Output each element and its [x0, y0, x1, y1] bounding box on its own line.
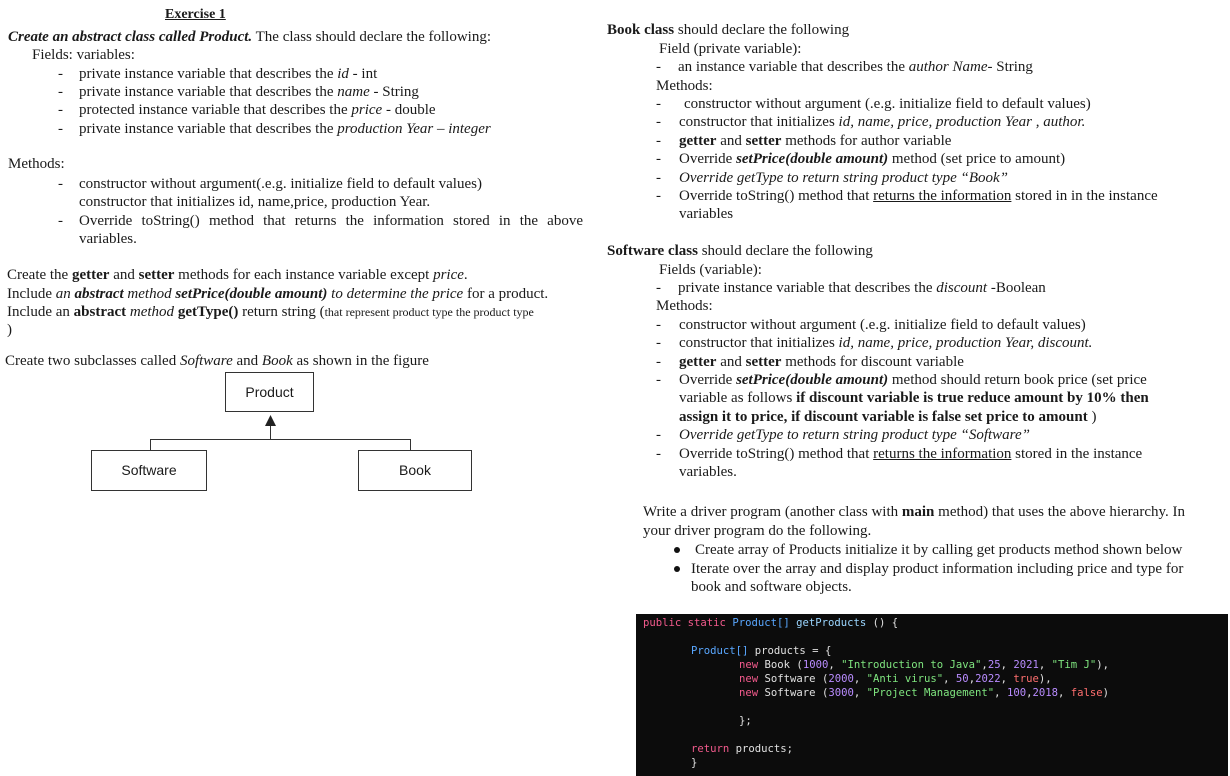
book-methods-label: Methods: — [656, 78, 713, 94]
driver-bullet-iterate-cont: book and software objects. — [691, 579, 852, 595]
bullet-dash: - — [58, 176, 63, 192]
software-methods-label: Methods: — [656, 298, 713, 314]
software-class-heading: Software class should declare the following — [607, 243, 873, 259]
abstract-setprice-paragraph: Include an abstract method setPrice(double amount) to determine the price for a product. — [7, 286, 549, 302]
bullet-dot-icon — [674, 547, 680, 553]
code-line-signature: public static Product[] getProducts () { — [643, 617, 899, 629]
product-class-box: Product — [225, 372, 314, 412]
field-item: private instance variable that describes the id - int — [79, 66, 378, 82]
software-method-tostring: Override toString() method that returns the information stored in the instance — [679, 446, 1143, 462]
exercise-title: Exercise 1 — [165, 7, 226, 22]
method-tostring-cont: variables. — [79, 231, 137, 247]
method-constructor-args: constructor that initializes id, name,price, production Year. — [79, 194, 431, 210]
software-method-setprice-cont: variable as follows if discount variable is true reduce amount by 10% then — [679, 390, 1149, 406]
code-line-decl: Product[] products = { — [691, 645, 832, 657]
bullet-dash: - — [656, 446, 661, 462]
code-line-row: new Software (2000, "Anti virus", 50,2022, true), — [739, 673, 1052, 685]
book-field-label: Field (private variable): — [659, 41, 802, 57]
driver-paragraph: Write a driver program (another class with main method) that uses the above hierarchy. In — [643, 504, 1186, 520]
bullet-dash: - — [656, 170, 661, 186]
bullet-dash: - — [656, 372, 661, 388]
bullet-dot-icon — [674, 566, 680, 572]
software-method-setprice-cont2: assign it to price, if discount variable is false set price to amount ) — [679, 409, 1097, 425]
software-class-box: Software — [91, 450, 207, 491]
intro-line — [8, 28, 491, 47]
code-line-close-brace: } — [691, 757, 698, 769]
methods-label: Methods: — [8, 156, 65, 172]
driver-bullet-create-array: Create array of Products initialize it by calling get products method shown below — [695, 542, 1183, 558]
code-block — [636, 614, 1228, 776]
book-method-getter-setter: getter and setter methods for author variable — [679, 133, 952, 149]
bullet-dash: - — [58, 66, 63, 82]
method-tostring: Override toString() method that returns the information stored in the above — [79, 213, 583, 229]
book-class-heading: Book class should declare the following — [607, 22, 850, 38]
intro-rest: The class should declare the following: — [252, 29, 491, 45]
fields-label: Fields: variables: — [32, 47, 135, 63]
book-method-gettype: Override getType to return string product type “Book” — [679, 170, 1008, 186]
book-class-box: Book — [358, 450, 472, 491]
bullet-dash: - — [656, 317, 661, 333]
software-method-gettype: Override getType to return string product type “Software” — [679, 427, 1030, 443]
field-item: private instance variable that describes the production Year – integer — [79, 121, 491, 137]
bullet-dash: - — [656, 354, 661, 370]
intro-bold: Create an abstract class called Product. — [8, 29, 253, 45]
software-method-constructor-args: constructor that initializes id, name, price, production Year, discount. — [679, 335, 1093, 351]
book-method-tostring: Override toString() method that returns the information stored in in the instance — [679, 188, 1158, 204]
bullet-dash: - — [58, 121, 63, 137]
bullet-dash: - — [656, 114, 661, 130]
driver-paragraph-cont: your driver program do the following. — [643, 523, 872, 539]
software-method-setprice: Override setPrice(double amount) method should return book price (set price — [679, 372, 1147, 388]
bullet-dash: - — [58, 213, 63, 229]
code-line-return: return products; — [691, 743, 794, 755]
code-line-row: new Book (1000, "Introduction to Java",25, 2021, "Tim J"), — [739, 659, 1110, 671]
driver-bullet-iterate: Iterate over the array and display product information including price and type for — [691, 561, 1184, 577]
software-method-getter-setter: getter and setter methods for discount variable — [679, 354, 964, 370]
code-line-close-array: }; — [739, 715, 752, 727]
getter-setter-paragraph: Create the getter and setter methods for each instance variable except price. — [7, 267, 468, 283]
bullet-dash: - — [656, 427, 661, 443]
bullet-dash: - — [656, 188, 661, 204]
bullet-dash: - — [656, 335, 661, 351]
software-method-tostring-cont: variables. — [679, 464, 737, 480]
gettype-close-paren: ) — [7, 322, 12, 338]
book-field-author: an instance variable that describes the author Name- String — [678, 59, 1033, 75]
inheritance-arrow-icon — [265, 415, 276, 426]
diagram-connector — [270, 424, 271, 439]
bullet-dash: - — [656, 59, 661, 75]
code-line-row: new Software (3000, "Project Management", 100,2018, false) — [739, 687, 1110, 699]
diagram-connector — [150, 439, 411, 440]
book-method-tostring-cont: variables — [679, 206, 734, 222]
bullet-dash: - — [58, 102, 63, 118]
method-constructor-noarg: constructor without argument(.e.g. initialize field to default values) — [79, 176, 482, 192]
book-method-setprice: Override setPrice(double amount) method (set price to amount) — [679, 151, 1066, 167]
software-method-constructor-noarg: constructor without argument (.e.g. initialize field to default values) — [679, 317, 1086, 333]
bullet-dash: - — [656, 133, 661, 149]
bullet-dash: - — [656, 151, 661, 167]
bullet-dash: - — [58, 84, 63, 100]
field-item: protected instance variable that describes the price - double — [79, 102, 436, 118]
software-field-discount: private instance variable that describes the discount -Boolean — [678, 280, 1046, 296]
software-field-label: Fields (variable): — [659, 262, 762, 278]
book-method-constructor-args: constructor that initializes id, name, price, production Year , author. — [679, 114, 1086, 130]
subclasses-paragraph: Create two subclasses called Software and Book as shown in the figure — [5, 353, 429, 369]
book-method-constructor-noarg: constructor without argument (.e.g. initialize field to default values) — [684, 96, 1091, 112]
bullet-dash: - — [656, 280, 661, 296]
bullet-dash: - — [656, 96, 661, 112]
abstract-gettype-paragraph: Include an abstract method getType() return string (that represent product type the product type — [7, 304, 534, 320]
field-item: private instance variable that describes the name - String — [79, 84, 419, 100]
